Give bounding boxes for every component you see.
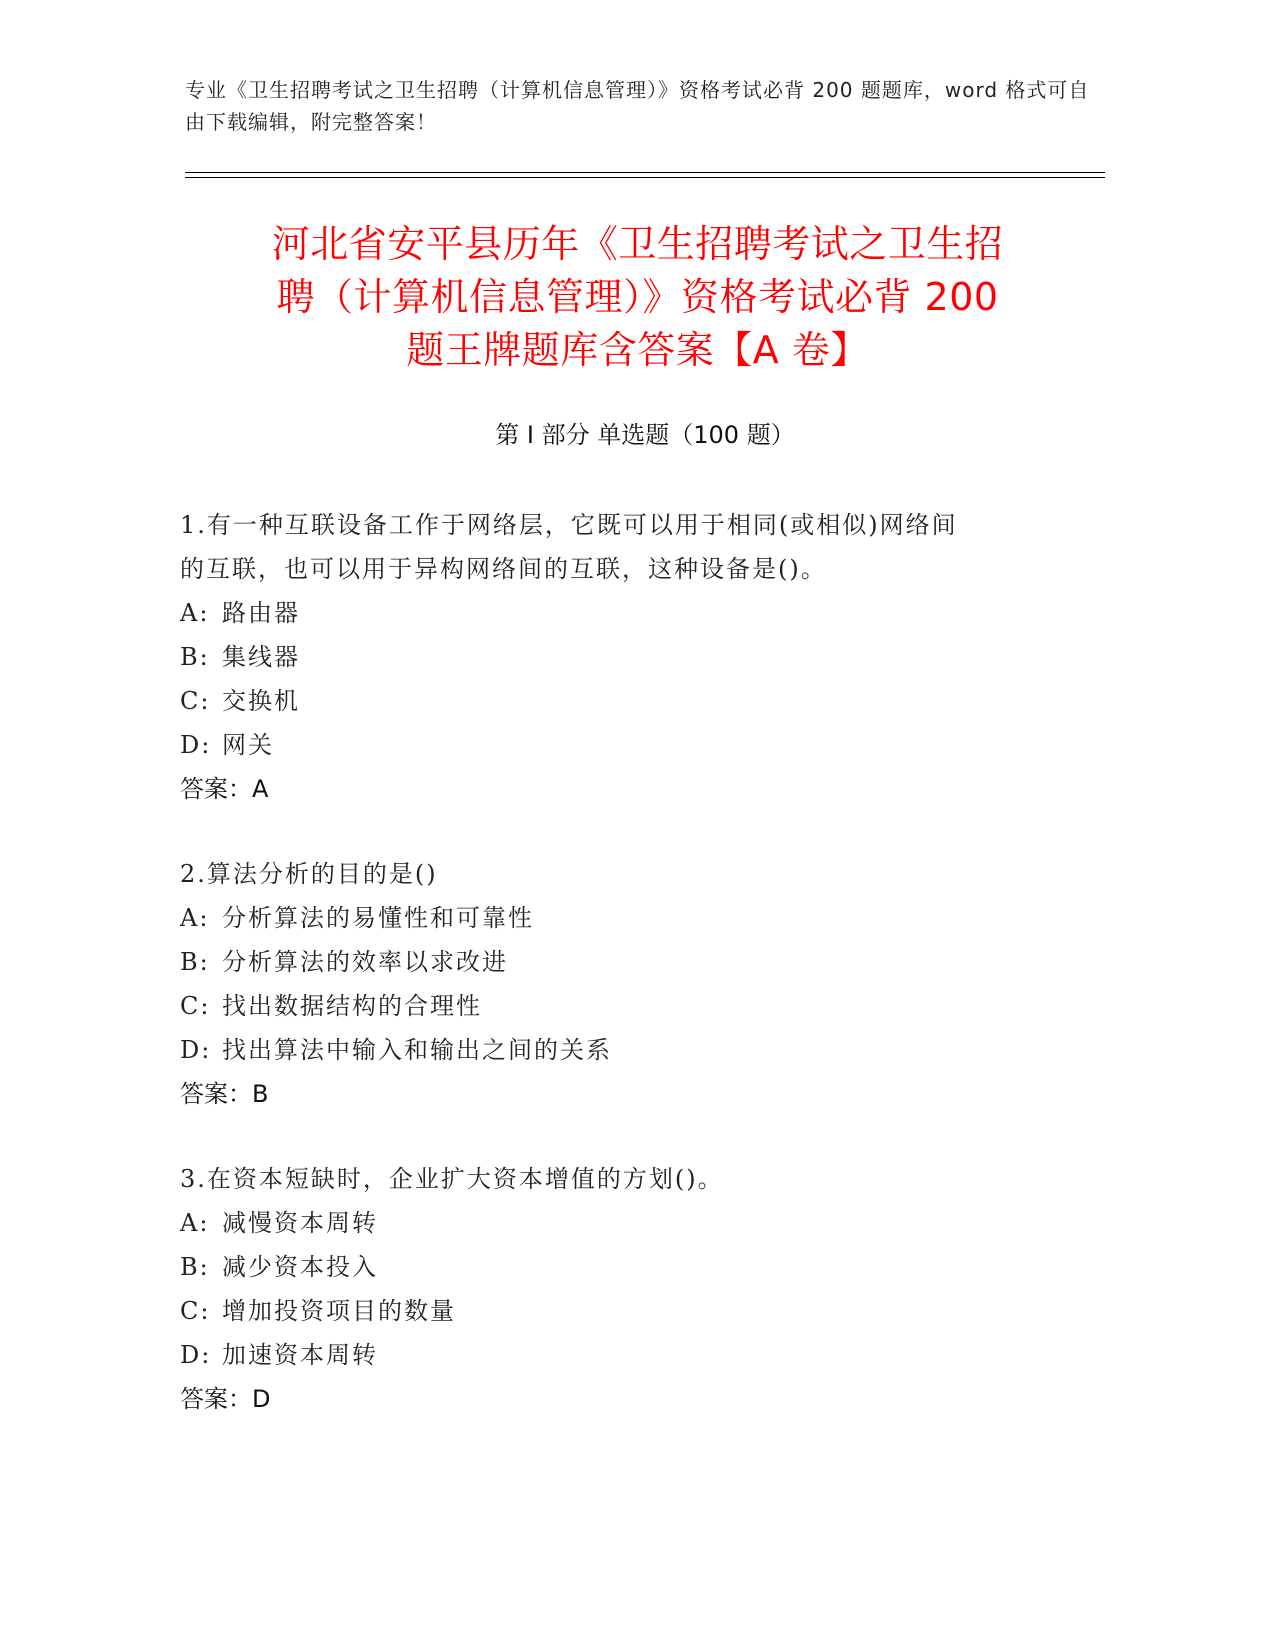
header-note: 专业《卫生招聘考试之卫生招聘（计算机信息管理）》资格考试必背 200 题题库，word 格式可自由下载编辑，附完整答案！ bbox=[185, 78, 1090, 134]
option-text: 网关 bbox=[222, 731, 274, 759]
option-text: 找出算法中输入和输出之间的关系 bbox=[222, 1036, 612, 1064]
title-line: 题王牌题库含答案【A 卷】 bbox=[406, 328, 869, 372]
option-key: B: bbox=[180, 1253, 210, 1281]
answer-line: 答案：B bbox=[180, 1080, 269, 1108]
option-key: B: bbox=[180, 948, 210, 976]
option-key: A: bbox=[180, 904, 210, 932]
header-rule-top bbox=[185, 172, 1105, 173]
option-d bbox=[180, 1333, 1060, 1377]
option-key: C: bbox=[180, 1297, 211, 1325]
option-text: 交换机 bbox=[222, 687, 300, 715]
option-b bbox=[180, 940, 1060, 984]
question-text-line: 1.有一种互联设备工作于网络层，它既可以用于相同(或相似)网络间 bbox=[180, 511, 958, 539]
option-text: 集线器 bbox=[222, 643, 300, 671]
question-text-line: 3.在资本短缺时，企业扩大资本增值的方划()。 bbox=[180, 1165, 724, 1193]
option-key: C: bbox=[180, 687, 211, 715]
question-text-line: 的互联，也可以用于异构网络间的互联，这种设备是()。 bbox=[180, 555, 827, 583]
option-key: B: bbox=[180, 643, 210, 671]
option-d bbox=[180, 1028, 1060, 1072]
option-b bbox=[180, 635, 1060, 679]
option-key: D: bbox=[180, 1341, 212, 1369]
option-key: D: bbox=[180, 1036, 212, 1064]
option-text: 增加投资项目的数量 bbox=[222, 1297, 456, 1325]
option-key: C: bbox=[180, 992, 211, 1020]
option-c bbox=[180, 984, 1060, 1028]
option-key: D: bbox=[180, 731, 212, 759]
title-line: 河北省安平县历年《卫生招聘考试之卫生招 bbox=[271, 222, 1004, 266]
title-line: 聘（计算机信息管理）》资格考试必背 200 bbox=[276, 275, 999, 319]
option-c bbox=[180, 679, 1060, 723]
section-title: 第 I 部分 单选题（100 题） bbox=[495, 421, 795, 449]
option-key: A: bbox=[180, 1209, 210, 1237]
option-c bbox=[180, 1289, 1060, 1333]
option-text: 减慢资本周转 bbox=[222, 1209, 378, 1237]
option-text: 分析算法的效率以求改进 bbox=[222, 948, 508, 976]
option-d bbox=[180, 723, 1060, 767]
answer-line: 答案：D bbox=[180, 1385, 271, 1413]
header-rule-bottom bbox=[185, 177, 1105, 178]
option-key: A: bbox=[180, 599, 210, 627]
option-text: 分析算法的易懂性和可靠性 bbox=[222, 904, 534, 932]
answer-line: 答案：A bbox=[180, 775, 269, 803]
option-a bbox=[180, 896, 1060, 940]
option-text: 加速资本周转 bbox=[222, 1341, 378, 1369]
option-b bbox=[180, 1245, 1060, 1289]
question-3 bbox=[180, 1157, 1060, 1421]
question-1 bbox=[180, 503, 1060, 811]
option-text: 减少资本投入 bbox=[222, 1253, 378, 1281]
question-text-line: 2.算法分析的目的是() bbox=[180, 860, 438, 888]
question-2 bbox=[180, 852, 1060, 1116]
document-title bbox=[150, 218, 1125, 377]
option-text: 找出数据结构的合理性 bbox=[222, 992, 482, 1020]
option-text: 路由器 bbox=[222, 599, 300, 627]
option-a bbox=[180, 591, 1060, 635]
option-a bbox=[180, 1201, 1060, 1245]
